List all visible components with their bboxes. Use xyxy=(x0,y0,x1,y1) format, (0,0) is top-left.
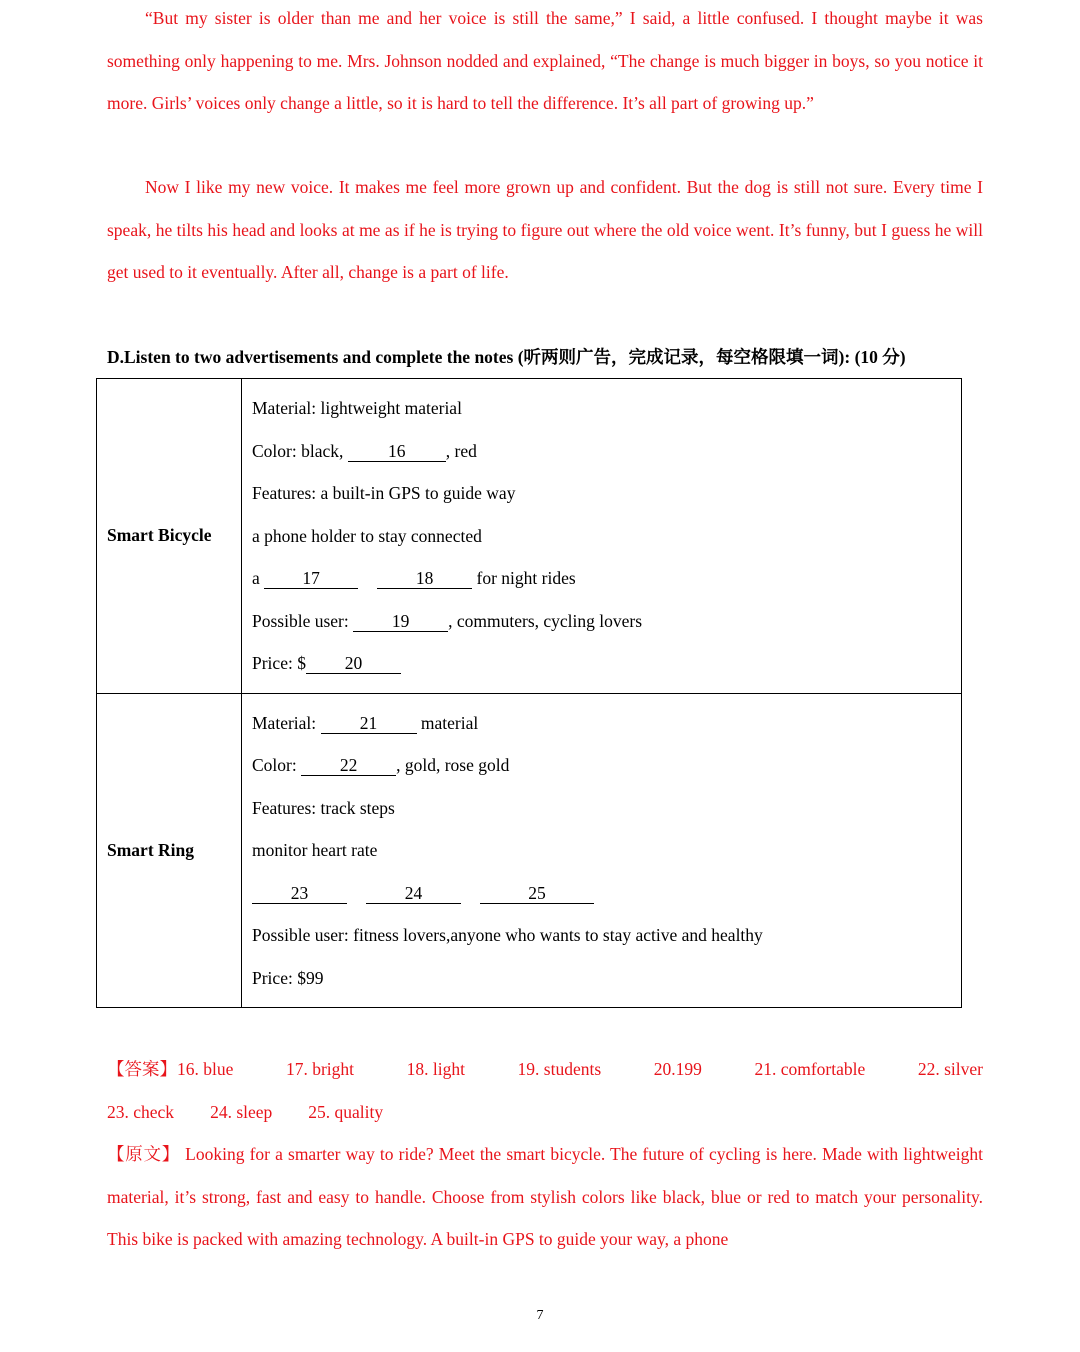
bicycle-color xyxy=(252,430,961,473)
ring-material-prefix: Material: xyxy=(252,712,321,733)
blank-16: 16 xyxy=(348,441,446,462)
blank-21: 21 xyxy=(321,713,417,734)
blank-19: 19 xyxy=(353,611,448,632)
answer-item: 19. students xyxy=(517,1059,602,1079)
blank-22: 22 xyxy=(301,755,396,776)
answer-block xyxy=(107,1048,983,1261)
bicycle-night-rides-text: for night rides xyxy=(472,568,576,588)
bicycle-night-rides xyxy=(252,557,961,600)
notes-table xyxy=(96,378,962,1008)
bicycle-phone-holder: a phone holder to stay connected xyxy=(252,525,482,546)
ring-color-prefix: Color: xyxy=(252,755,302,775)
answer-item: 21. comfortable xyxy=(754,1059,866,1079)
bicycle-user-prefix: Possible user: xyxy=(252,610,354,631)
answer-item: 20.199 xyxy=(653,1059,702,1079)
answer-item: 18. light xyxy=(406,1059,465,1079)
transcript-paragraph xyxy=(107,1133,983,1261)
bicycle-a: a xyxy=(252,568,265,588)
blank-20: 20 xyxy=(306,653,401,674)
answer-item: 23. check xyxy=(107,1101,175,1122)
bicycle-color-suffix: , red xyxy=(445,440,477,461)
blank-23: 23 xyxy=(252,883,347,904)
blank-18: 18 xyxy=(377,568,472,589)
answer-item: 22. silver xyxy=(917,1059,983,1079)
smart-ring-notes xyxy=(242,693,962,1008)
transcript-tag: 【原文】 xyxy=(107,1144,181,1164)
answer-tag: 【答案】 xyxy=(107,1059,177,1079)
answer-item: 17. bright xyxy=(285,1059,355,1079)
ring-features: Features: track steps xyxy=(252,797,395,818)
bicycle-user-suffix: , commuters, cycling lovers xyxy=(448,610,643,631)
bicycle-color-prefix: Color: black, xyxy=(252,440,348,461)
answer-row-2 xyxy=(107,1091,983,1134)
smart-ring-label: Smart Ring xyxy=(97,693,242,1008)
ring-blanks xyxy=(252,872,961,915)
section-heading: D.Listen to two advertisements and complete the notes (听两则广告，完成记录，每空格限填一词): (10 分) xyxy=(107,347,906,367)
bicycle-features: Features: a built-in GPS to guide way xyxy=(252,483,516,503)
page-number: 7 xyxy=(536,1308,544,1323)
answer-item: 24. sleep xyxy=(210,1101,273,1122)
smart-bicycle-label: Smart Bicycle xyxy=(97,379,242,694)
answer-item: 25. quality xyxy=(308,1101,384,1122)
blank-17: 17 xyxy=(264,568,358,589)
ring-price: Price: $99 xyxy=(252,967,324,988)
story-paragraph-1: “But my sister is older than me and her voice is still the same,” I said, a little confused. I thought maybe it was something only happening to me. Mrs. Johnson nodded and explained, “The change is much bigger in boys, so you notice it more. Girls’ voices only change a little, so it is hard to tell the difference. It’s all part of growing up.” xyxy=(107,8,983,113)
blank-24: 24 xyxy=(366,883,461,904)
ring-material-suffix: material xyxy=(416,712,479,733)
story-paragraph-2: Now I like my new voice. It makes me feel more grown up and confident. But the dog is still not sure. Every time I speak, he tilts his head and looks at me as if he is trying to figure out where the old voice went. It’s funny, but I guess he will get used to it eventually. After all, change is a part of life. xyxy=(107,177,983,282)
bicycle-user xyxy=(252,600,961,643)
smart-bicycle-notes xyxy=(242,379,962,694)
blank-25: 25 xyxy=(480,883,594,904)
table-row xyxy=(97,379,962,694)
transcript-text: Looking for a smarter way to ride? Meet the smart bicycle. The future of cycling is here. Made with lightweight material, it’s strong, fast and easy to handle. Choose from stylish colors like black, blue or red to match your personality. This bike is packed with amazing technology. A built-in GPS to guide your way, a phone xyxy=(107,1144,983,1249)
answer-row-1 xyxy=(107,1048,983,1091)
ring-color-suffix: , gold, rose gold xyxy=(396,755,510,775)
ring-material xyxy=(252,702,961,745)
answer-item: 16. blue xyxy=(177,1059,234,1079)
bicycle-price xyxy=(252,642,961,685)
ring-heart-rate: monitor heart rate xyxy=(252,840,378,860)
bicycle-price-prefix: Price: $ xyxy=(252,653,306,673)
table-row xyxy=(97,693,962,1008)
ring-user: Possible user: fitness lovers,anyone who wants to stay active and healthy xyxy=(252,925,763,945)
ring-color xyxy=(252,744,961,787)
answer-first xyxy=(107,1048,233,1091)
bicycle-material: Material: lightweight material xyxy=(252,398,462,418)
